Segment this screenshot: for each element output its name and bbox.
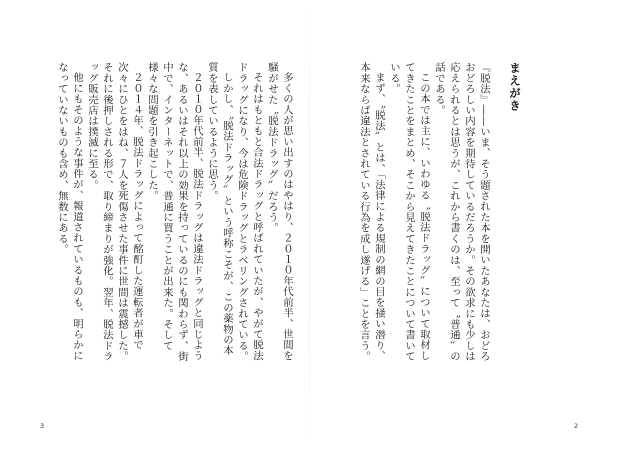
paragraph: しかし、〝脱法ドラッグ〟という呼称こそが、この薬物の本質を表しているように思う。 <box>206 62 233 357</box>
page-number-left: 3 <box>40 422 45 430</box>
paragraph: まず、〝脱法〟とは、「法律による規制の網の目を掻い潜り、本来ならば違法とされている行為を成し遂げる」ことを言う。 <box>358 62 385 362</box>
page-number-right: 2 <box>574 422 579 430</box>
paragraph: それはもともと合法ドラッグと呼ばれていたが、やがて脱法ドラッグになり、今は危険ドラッグとラベリングされている。 <box>236 62 263 362</box>
chapter-heading: まえがき <box>508 62 522 112</box>
left-page-text <box>56 62 294 362</box>
paragraph: 『脱法』――いま、そう題された本を開いたあなたは、おどろおどろしい内容を期待しているだろうか。その欲求にも少しは応えられるとは思うが、これから書くのは、至って〝普通〟の話である。 <box>433 62 490 362</box>
paragraph: 多くの人が思い出すのはやはり、２０１０年代前半、世間を騒がせた〝脱法ドラッグ〟だろう。 <box>266 62 293 362</box>
paragraph: この本では主に、いわゆる〝脱法ドラッグ〟について取材してきたことをまとめ、そこから見えてきたことについて書いている。 <box>388 62 430 362</box>
page-gutter <box>309 0 310 450</box>
right-page-text <box>312 62 522 362</box>
paragraph: ２０１４年、脱法ドラッグによって酩酊した運転者が車で次々にひとをはね、７人を死傷させた事件に世間は震撼した。それに後押しされる形で、取り締まりが強化。翌年、脱法ドラッグ販売店は撲滅に至る。 <box>86 62 143 362</box>
paragraph: 他にもそのような事件が、報道されているものも、明らかになっていないものも含め、無数にある。 <box>56 62 83 362</box>
paragraph: ２０１０年代前半、脱法ドラッグは違法ドラッグと同じような、あるいはそれ以上の効果を持っているのにも関わらず、街中で、インターネットで、普通に買うことが出来た。そして様々な問題を引き起こした。 <box>146 62 203 362</box>
